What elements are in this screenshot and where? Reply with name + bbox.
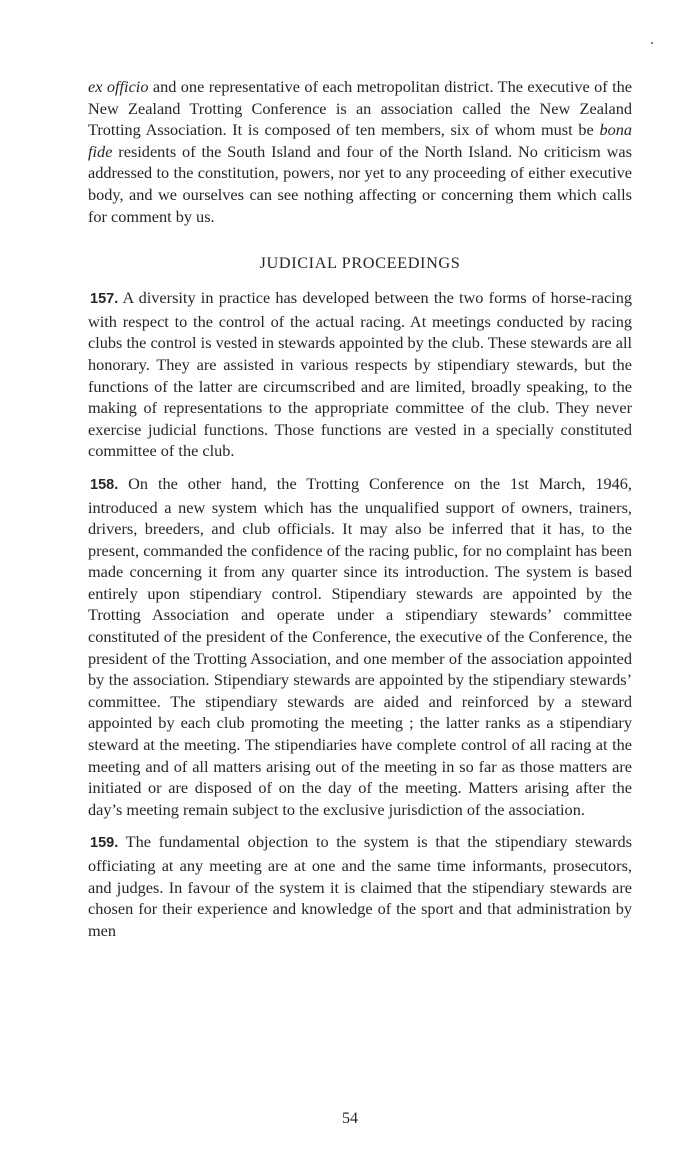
continuation-paragraph xyxy=(88,76,632,227)
italic-phrase: ex officio xyxy=(88,77,149,96)
paragraph-text: A diversity in practice has developed between the two forms of horse-racing with respect to the control of the actual racing. At meetings conducted by racing clubs the control is vested in stewards appointed by the club. These stewards are all honorary. They are assisted in various respects by stipendiary stewards, but the functions of the latter are circumscribed and are limited, broadly speaking, to the making of representations to the appropriate committee of the club. They never exercise judicial functions. Those functions are vested in a specially constituted committee of the club. xyxy=(88,288,632,461)
paragraph-number: 159. xyxy=(90,835,119,852)
paragraph-number: 157. xyxy=(90,291,119,308)
page-number: 54 xyxy=(342,1110,358,1127)
section-heading: JUDICIAL PROCEEDINGS xyxy=(259,253,461,273)
page-body xyxy=(88,76,632,941)
paragraph-text: and one representative of each metropolitan district. The executive of the New Zealand Trotting Conference is an association called the New Zealand Trotting Association. It is composed of ten members, six of whom must be xyxy=(88,77,632,140)
paragraph-159 xyxy=(88,831,632,941)
paragraph-158 xyxy=(88,473,632,821)
paragraph-text: On the other hand, the Trotting Conference on the 1st March, 1946, introduced a new system which has the unqualified support of owners, trainers, drivers, breeders, and club officials. It may also be inferred that it has, to the present, commanded the confidence of the racing public, for no complaint has been made concerning it from any quarter since its introduction. The system is based entirely upon stipendiary control. Stipendiary stewards are appointed by the Trotting Association and operate under a stipendiary stewards’ committee constituted of the president of the Conference, the executive of the Conference, the president of the Trotting Association, and one member of the association appointed by the association. Stipendiary stewards are appointed by the stipendiary stewards’ committee. The stipendiary stewards are aided and reinforced by a steward appointed by each club promoting the meeting ; the latter ranks as a stipendiary steward at the meeting. The stipendiaries have complete control of all racing at the meeting and of all matters arising out of the meeting in so far as those matters are initiated or are disposed of on the day of the meeting. Matters arising after the day’s meeting remain subject to the exclusive jurisdiction of the association. xyxy=(88,473,632,819)
paragraph-text: residents of the South Island and four of the North Island. No criticism was addressed to the constitution, powers, nor yet to any proceeding of either executive body, and we ourselves can see nothing affecting or concerning them which calls for comment by us. xyxy=(88,141,632,226)
paragraph-text: The fundamental objection to the system is that the stipendiary stewards officiating at any meeting are at one and the same time informants, prosecutors, and judges. In favour of the system it is claimed that the stipendiary stewards are chosen for their experience and knowledge of the sport and that administration by men xyxy=(88,832,632,940)
paragraph-number: 158. xyxy=(90,476,119,493)
scan-speck xyxy=(651,42,653,44)
paragraph-157 xyxy=(88,287,632,462)
italic-phrase: bona fide xyxy=(88,120,632,161)
